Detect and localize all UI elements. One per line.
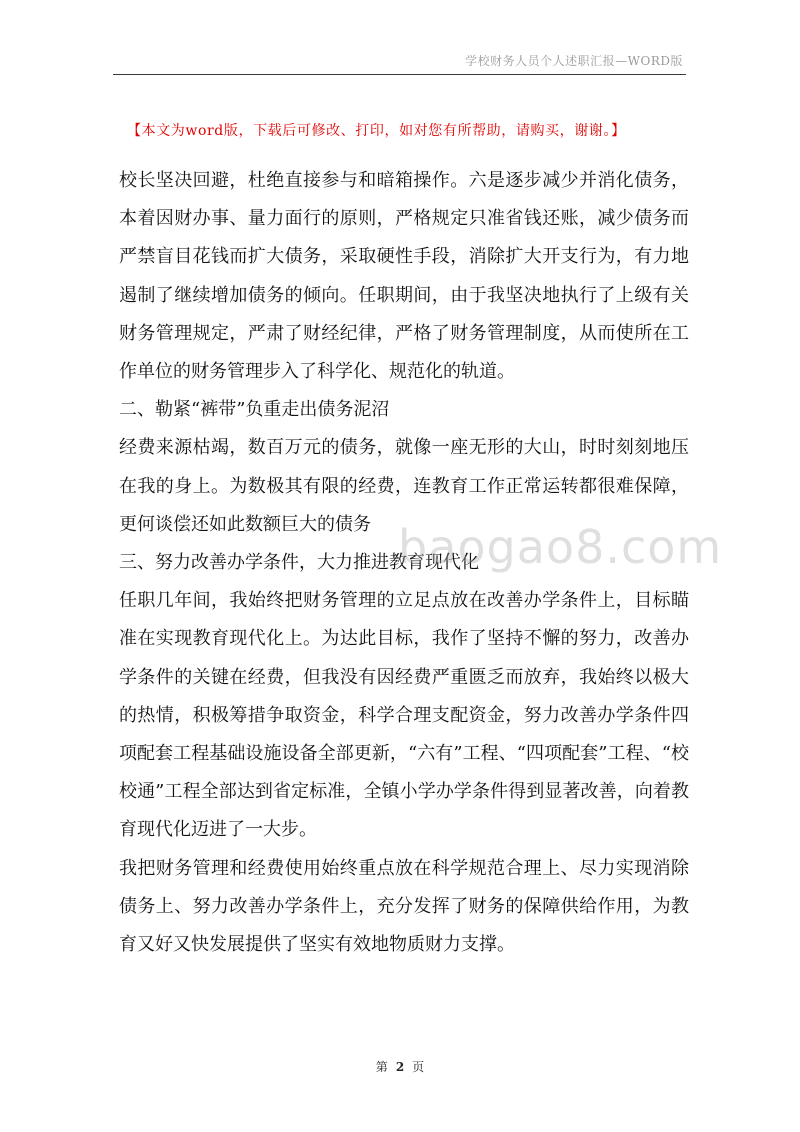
header-divider: [113, 74, 686, 75]
paragraph-school-conditions: 任职几年间，我始终把财务管理的立足点放在改善办学条件上，目标瞄准在实现教育现代化上。为达此目标，我作了坚持不懈的努力，改善办学条件的关键在经费，但我没有因经费严重匮乏而放弃，我始终以极大的热情，积极筹措争取资金，科学合理支配资金，努力改善办学条件四项配套工程基础设施设备全部更新，“六有”工程、“四项配套”工程、“校校通”工程全部达到省定标准，全镇小学办学条件得到显著改善，向着教育现代化迈进了一大步。: [119, 590, 689, 841]
watermark: baogao8.com: [398, 520, 723, 574]
page-number-footer: [0, 1058, 800, 1075]
page-prefix: 第: [375, 1060, 388, 1074]
page-number: 2: [395, 1060, 405, 1074]
section-heading-debt: 二、勒紧“裤带”负重走出债务泥沼: [119, 399, 390, 421]
section-heading-modernization: 三、努力改善办学条件，大力推进教育现代化: [119, 552, 479, 574]
document-header-title: 学校财务人员个人述职汇报—WORD版: [465, 54, 683, 68]
page-suffix: 页: [412, 1060, 425, 1074]
paragraph-debt-burden: 经费来源枯竭，数百万元的债务，就像一座无形的大山，时时刻刻地压在我的身上。为数极其有限的经费，连教育工作正常运转都很难保障，更何谈偿还如此数额巨大的债务: [119, 437, 689, 535]
paragraph-financial-discipline: 校长坚决回避，杜绝直接参与和暗箱操作。六是逐步减少并消化债务，本着因财办事、量力面行的原则，严格规定只准省钱还账，减少债务而严禁盲目花钱而扩大债务，采取硬性手段，消除扩大开支行为，有力地遏制了继续增加债务的倾向。任职期间，由于我坚决地执行了上级有关财务管理规定，严肃了财经纪律，严格了财务管理制度，从而使所在工作单位的财务管理步入了科学化、规范化的轨道。: [119, 170, 689, 383]
paragraph-summary: 我把财务管理和经费使用始终重点放在科学规范合理上、尽力实现消除债务上、努力改善办学条件上，充分发挥了财务的保障供给作用，为教育又好又快发展提供了坚实有效地物质财力支撑。: [119, 857, 689, 956]
download-notice: 【本文为word版，下载后可修改、打印，如对您有所帮助，请购买，谢谢。】: [127, 123, 626, 139]
